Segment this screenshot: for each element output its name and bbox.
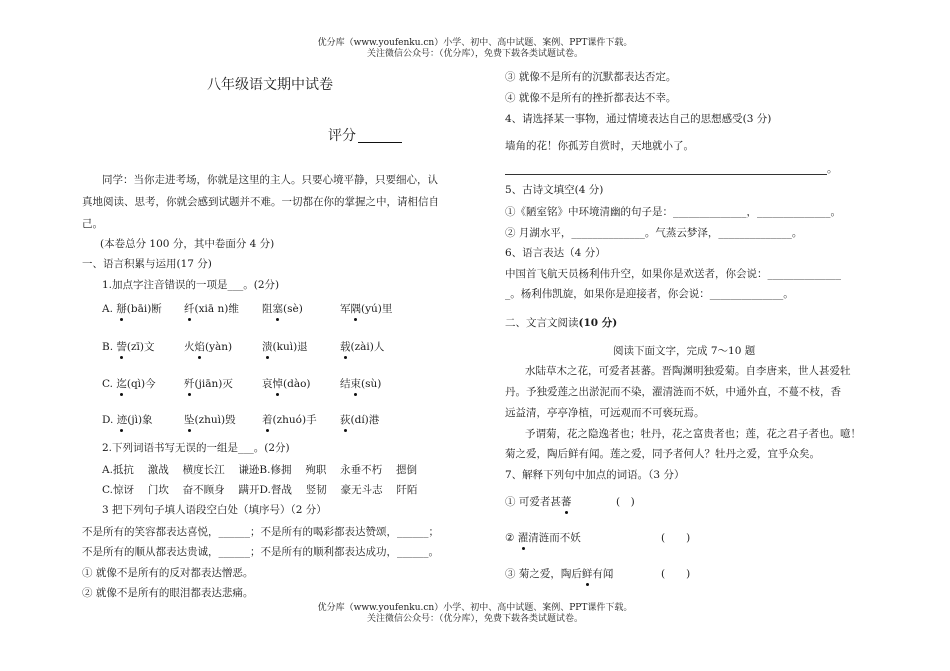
question-1-choice-word: 着(zhuó)手	[262, 414, 317, 426]
question-1: 1.加点字注音错误的一项是___。(2分)	[102, 279, 280, 291]
footer-line-1: 优分库（www.youfenku.cn）小学、初中、高中试题、案例、PPT课件下载。	[317, 603, 633, 613]
answer-parentheses: ( )	[661, 568, 691, 580]
emphasis-dot-char: 迄	[116, 378, 127, 390]
passage-line-5: 菊之爱，陶后鲜有闻。莲之爱，同予者何人？牡丹之爱，宜乎众矣。	[505, 448, 820, 460]
question-7-item: ② 濯清涟而不妖 ( )	[505, 532, 691, 544]
emphasis-dot-char: 坠	[184, 414, 195, 426]
emphasis-dot-char: 鲜	[581, 568, 593, 580]
passage-line-1: 水陆草木之花，可爱者甚蕃。晋陶渊明独爱菊。自李唐来，世人甚爱牡	[525, 365, 851, 377]
header-banner	[0, 38, 950, 60]
emphasis-dot-char: 载	[340, 341, 351, 353]
score-note: (本卷总分 100 分，其中卷面分 4 分)	[100, 238, 275, 250]
intro-line-1: 同学：当你走进考场，你就是这里的主人。只要心境平静，只要细心，认	[102, 174, 438, 186]
section-2-heading	[505, 316, 617, 330]
question-1-choice-word: 纤(xiā n)维	[184, 303, 239, 315]
emphasis-dot-char: 歼	[184, 378, 195, 390]
score-label: 评分	[328, 128, 356, 144]
emphasis-dot-char: 悼	[272, 378, 283, 390]
banner-line-1: 优分库（www.youfenku.cn）小学、初中、高中试题、案例、PPT课件下载。	[317, 38, 633, 48]
question-3-option-4: ④ 就像不是所有的挫折都表达不幸。	[505, 92, 677, 104]
question-1-choice-word: 溃(kuì)退	[262, 341, 308, 353]
question-2-options-cd: C.惊讶 门坎 奋不顾身 蹒开D.督战 竖韧 豪无斗志 阡陌	[102, 484, 418, 496]
emphasis-dot-char: 纤	[184, 303, 195, 315]
intro-line-2: 真地阅读、思考，你就会感到试题并不难。一切都在你的掌握之中，请相信自	[82, 196, 439, 208]
question-1-choice-word: 荻(dí)港	[340, 414, 380, 426]
emphasis-dot-char: 焰	[194, 341, 205, 353]
passage-line-4: 予谓菊，花之隐逸者也；牡丹，花之富贵者也；莲，花之君子者也。噫！	[525, 428, 861, 440]
answer-parentheses: ( )	[661, 532, 691, 544]
emphasis-dot-char: 掰	[116, 303, 127, 315]
question-1-choice-word: 坠(zhuì)毁	[184, 414, 236, 426]
question-2-options-ab: A.抵抗 激战 横度长江 谦逊B.修拥 殉职 永垂不朽 摁倒	[102, 464, 417, 476]
section-1-heading: 一、语言积累与运用(17 分)	[82, 258, 212, 270]
question-4-example: 墙角的花！你孤芳自赏时，天地就小了。	[505, 140, 694, 152]
question-5-item-1: ①《陋室铭》中环境清幽的句子是：______________，______________。	[505, 206, 841, 218]
question-1-choice-word: 阻塞(sè)	[262, 303, 303, 315]
question-3-option-3: ③ 就像不是所有的沉默都表达否定。	[505, 71, 677, 83]
question-1-choice-word: 结束(sù)	[340, 378, 382, 390]
question-1-choice-word: 哀悼(dào)	[262, 378, 311, 390]
answer-parentheses: ( )	[616, 496, 635, 508]
question-6-line-1: 中国首飞航天员杨利伟升空，如果你是欢送者，你会说：______________	[505, 268, 841, 280]
passage-line-3: 远益清，亭亭净植，可远观而不可亵玩焉。	[505, 407, 705, 419]
intro-line-3: 己。	[82, 218, 103, 230]
emphasis-dot-char: 濯	[517, 532, 529, 544]
question-3-option-1: ① 就像不是所有的反对都表达憎恶。	[82, 567, 254, 579]
reading-instructions: 阅读下面文字，完成 7～10 题	[613, 345, 756, 357]
question-5-item-2: ② 月湖水平，______________。气蒸云梦泽，______________。	[505, 227, 803, 239]
question-1-choice-word: 载(zài)人	[340, 341, 385, 353]
question-1-choice-word: 火焰(yàn)	[184, 341, 233, 353]
emphasis-dot-char: 訾	[116, 341, 127, 353]
question-1-choice-word: 军隅(yú)里	[340, 303, 393, 315]
question-1-choice-word: 歼(jiān)灭	[184, 378, 233, 390]
emphasis-dot-char: 蕃	[560, 496, 572, 508]
question-1-choice-word: B. 訾(zī)文	[102, 341, 155, 353]
question-7: 7、解释下列句中加点的词语。（3 分）	[505, 469, 685, 481]
emphasis-dot-char: 迹	[116, 414, 128, 426]
emphasis-dot-char: 溃	[262, 341, 273, 353]
question-1-choice-word: C. 迄(qì)今	[102, 378, 156, 390]
question-1-choice-word: D. 迹(jì)象	[102, 414, 153, 426]
section-2-score: (10 分)	[578, 317, 618, 329]
emphasis-dot-char: 塞	[272, 303, 283, 315]
emphasis-dot-char: 隅	[350, 303, 361, 315]
emphasis-dot-char: 荻	[340, 414, 351, 426]
question-4-answer-end: 。	[827, 163, 838, 175]
footer-line-2: 关注微信公众号：（优分库），免费下载各类试题试卷。	[366, 614, 583, 624]
score-blank	[358, 128, 402, 143]
question-3: 3 把下列句子填人语段空白处（填序号）（2 分）	[102, 504, 327, 516]
question-5: 5、古诗文填空(4 分)	[505, 184, 604, 196]
question-7-item: ③ 菊之爱，陶后鲜有闻 ( )	[505, 568, 691, 580]
emphasis-dot-char: 着	[262, 414, 273, 426]
banner-line-2: 关注微信公众号：（优分库），免费下载各类试题试卷。	[366, 49, 583, 59]
question-3-option-2: ② 就像不是所有的眼泪都表达悲痛。	[82, 587, 254, 599]
question-6: 6、语言表达（4 分）	[505, 247, 606, 259]
question-4-answer-line	[505, 174, 827, 175]
exam-title: 八年级语文期中试卷	[207, 77, 333, 93]
question-3-line-2: 不是所有的顺从都表达贵诚，______；不是所有的顺利都表达成功，______。	[82, 546, 439, 558]
question-2: 2.下列词语书写无误的一组是___。(2分)	[102, 442, 290, 454]
section-2-title: 二、文言文阅读	[505, 317, 579, 329]
footer-banner	[0, 603, 950, 625]
question-3-line-1: 不是所有的笑容都表达喜悦，______；不是所有的喝彩都表达赞颂，______；	[82, 526, 439, 538]
question-1-choice-word: A. 掰(bāi)断	[102, 303, 162, 315]
question-4: 4、请选择某一事物，通过情境表达自己的思想感受(3 分)	[505, 113, 772, 125]
question-6-line-2: _。杨利伟凯旋，如果你是迎接者，你会说：______________。	[505, 288, 794, 300]
emphasis-dot-char: 束	[350, 378, 361, 390]
passage-line-2: 丹。予独爱莲之出淤泥而不染，濯清涟而不妖，中通外直，不蔓不枝，香	[505, 386, 841, 398]
score-field	[328, 128, 402, 143]
question-7-item: ① 可爱者甚蕃 ( )	[505, 496, 635, 508]
